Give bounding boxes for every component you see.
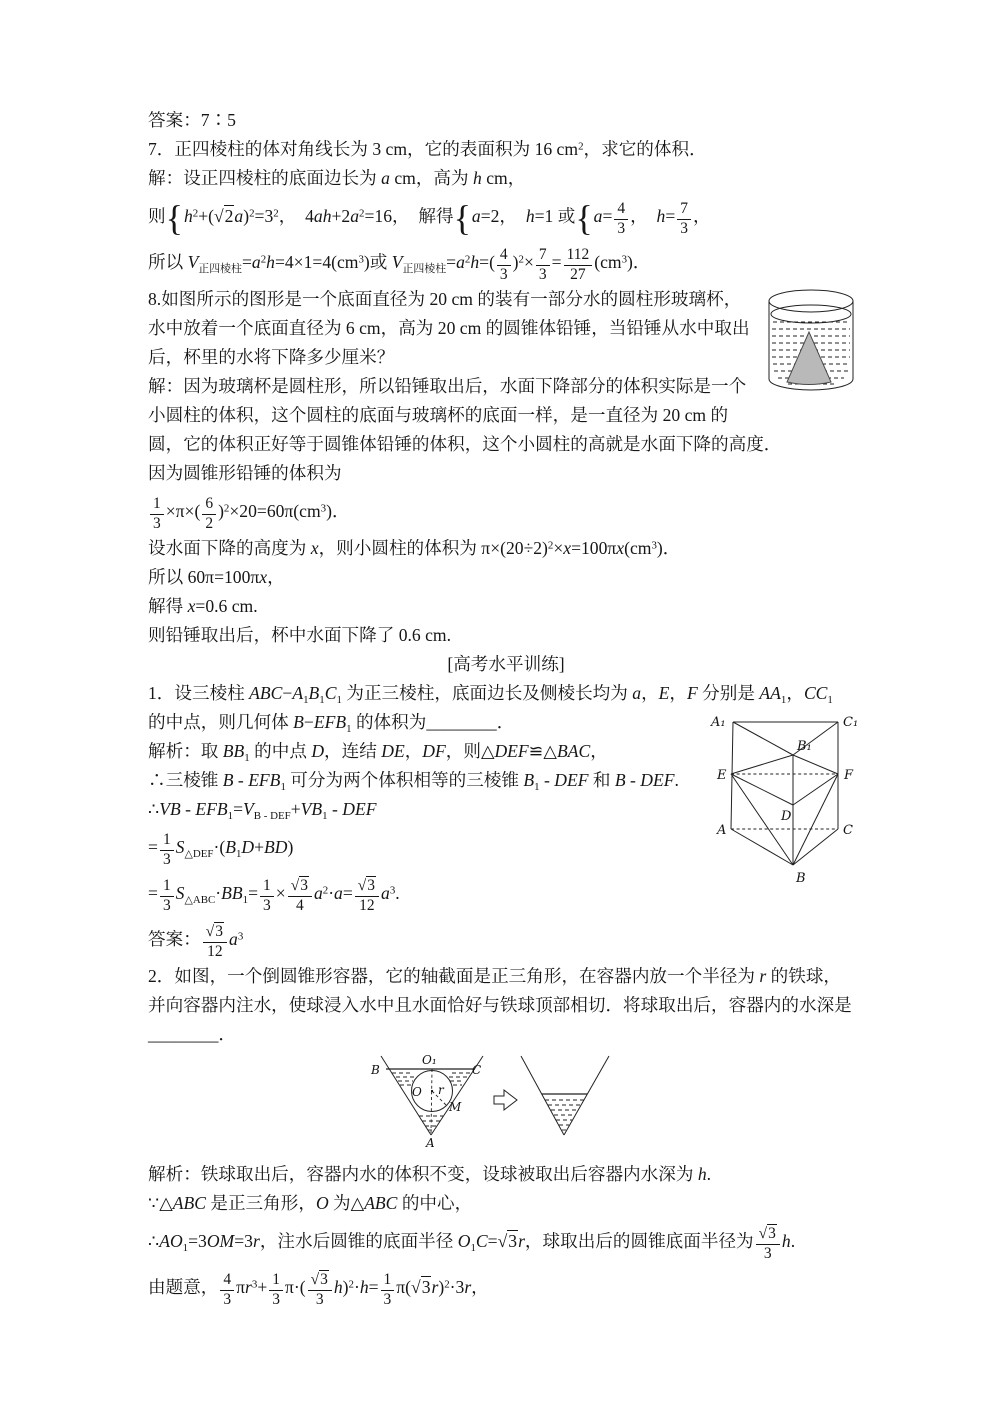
- cone-label-O: O: [412, 1085, 422, 1099]
- text-line: 则铅锤取出后，杯中水面下降了 0.6 cm.: [148, 625, 451, 645]
- plumb-cone: [787, 332, 831, 385]
- prism-label-D: D: [781, 809, 792, 824]
- text-line: 后，杯里的水将下降多少厘米？: [148, 347, 395, 367]
- text-line: [高考水平训练]: [447, 654, 565, 674]
- prism-label-F: F: [844, 768, 854, 783]
- cone-label-O1: O₁: [422, 1053, 437, 1067]
- text-line: 圆，它的体积正好等于圆锥体铅锤的体积，这个小圆柱的高就是水面下降的高度．: [148, 434, 782, 454]
- text-line: 1．设三棱柱 $ABC-A_1B_1C_1$ 为正三棱柱，底面边长及侧棱长均为 a，E，F 分别是 $AA_1$，$CC_1$: [148, 683, 833, 706]
- text-line: 并向容器内注水，使球浸入水中且水面恰好与铁球顶部相切．将球取出后，容器内的水深是: [148, 995, 852, 1015]
- cone-label-B: B: [371, 1063, 380, 1077]
- text-line: 小圆柱的体积，这个圆柱的底面与玻璃杯的底面一样，是一直径为 20 cm 的: [148, 405, 729, 425]
- arrow-right-icon: [494, 1090, 517, 1110]
- prism-label-A: A: [717, 823, 727, 838]
- text-block-2: [148, 1160, 864, 1310]
- prism-label-C1: C₁: [843, 715, 859, 730]
- prism-label-E: E: [717, 768, 727, 783]
- cone-label-A: A: [426, 1136, 435, 1150]
- text-line: 解析：铁球取出后，容器内水的体积不变，设球被取出后容器内水深为 h.: [148, 1164, 712, 1184]
- prism-label-B1: B₁: [797, 739, 812, 754]
- text-line: ∴VB - $EFB_1=V_{B - DEF}+VB_1$ - DEF: [148, 799, 377, 822]
- prism-figure: [697, 700, 865, 888]
- text-line: 2．如图，一个倒圆锥形容器，它的轴截面是正三角形，在容器内放一个半径为 r 的铁球，: [148, 966, 842, 986]
- text-line: 因为圆锥形铅锤的体积为: [148, 463, 342, 483]
- text-line: ∵△ABC 是正三角形，O 为△ABC 的中心，: [148, 1193, 473, 1213]
- text-line: = $\frac{1}{3}$ $S_{\triangle ABC}\cdot BB_1=$ $\frac{1}{3}$ × $\frac{√3}{4}$ $a^2\cdot a=$ $\frac{√3}{12}$ $a^3$.: [148, 877, 400, 914]
- text-line: 解：因为玻璃杯是圆柱形，所以铅锤取出后，水面下降部分的体积实际是一个: [148, 376, 747, 396]
- text-line: 8.如图所示的图形是一个底面直径为 20 cm 的装有一部分水的圆柱形玻璃杯，: [148, 289, 742, 309]
- cylinder-figure: [758, 286, 864, 394]
- text-line: 所以 $V_{正四棱柱}=a^2h=4\times 1=4(cm^3)$或 $V_{正四棱柱}=a^2h=$( $\frac{4}{3}$ )$^2$× $\frac{7}{3}$ = $\frac{112}{27}$ $(cm^3)$．: [148, 246, 651, 283]
- text-line: = $\frac{1}{3}$ $S_{\triangle DEF}\cdot(B_1D+BD)$: [148, 831, 294, 868]
- text-line: ∴三棱锥 B - $EFB_1$ 可分为两个体积相等的三棱锥 $B_1$ - DEF 和 B - DEF.: [148, 770, 679, 793]
- prism-label-B: B: [796, 871, 806, 886]
- text-line: 解析：取 $BB_1$ 的中点 D，连结 DE，DF，则△DEF≌△BAC，: [148, 741, 608, 764]
- text-line: 答案： $\frac{√3}{12}$ $a^3$: [148, 923, 244, 960]
- text-line: 的中点，则几何体 $B-EFB_1$ 的体积为________．: [148, 712, 515, 735]
- cone-label-r: r: [438, 1083, 444, 1097]
- text-line: 则{$h^2+(√2a)^2=3^2$， $4ah+2a^2=16$， 解得{a=2， h=1 或{a= $\frac{4}{3}$ ， h= $\frac{7}{3}$ ，: [148, 197, 711, 238]
- text-line: 解得 x=0.6 cm.: [148, 596, 258, 616]
- text-line: 由题意， $\frac{4}{3}$ $\pi r^3+$ $\frac{1}{3}$ π·( $\frac{√3}{3}$ h)$^2$·h= $\frac{1}{3}$ $\pi(√3r)^2\cdot 3r$，: [148, 1271, 489, 1308]
- text-line: 设水面下降的高度为 x，则小圆柱的体积为 $\pi\times(20\div 2)^2\times x=100\pi x(cm^3)$．: [148, 538, 681, 558]
- text-block-1: [148, 106, 864, 1049]
- cones-figure-row: [148, 1053, 864, 1158]
- text-line: 水中放着一个底面直径为 6 cm，高为 20 cm 的圆锥体铅锤，当铅锤从水中取出: [148, 318, 750, 338]
- prism-label-C: C: [843, 823, 853, 838]
- text-line: $\therefore AO_1=3OM=3r$，注水后圆锥的底面半径 $O_1C=√3r$，球取出后的圆锥底面半径为 $\frac{√3}{3}$ h.: [148, 1225, 796, 1262]
- cone-label-C: C: [472, 1063, 482, 1077]
- prism-label-A1: A₁: [711, 715, 726, 730]
- text-line: 解：设正四棱柱的底面边长为 a cm，高为 h cm，: [148, 168, 526, 188]
- text-line: 7．正四棱柱的体对角线长为 3 cm，它的表面积为 16 $cm^2$，求它的体积．: [148, 139, 707, 159]
- text-line: $\frac{1}{3}$ ×π×( $\frac{6}{2}$ )$^2\times 20=60\pi(cm^3)$．: [148, 488, 864, 534]
- text-line: 所以 60π=100πx，: [148, 567, 285, 587]
- text-line: 答案：7∶5: [148, 110, 236, 130]
- cones-figure: [346, 1053, 666, 1153]
- text-line: ________．: [148, 1024, 236, 1044]
- cone-label-M: M: [449, 1100, 462, 1114]
